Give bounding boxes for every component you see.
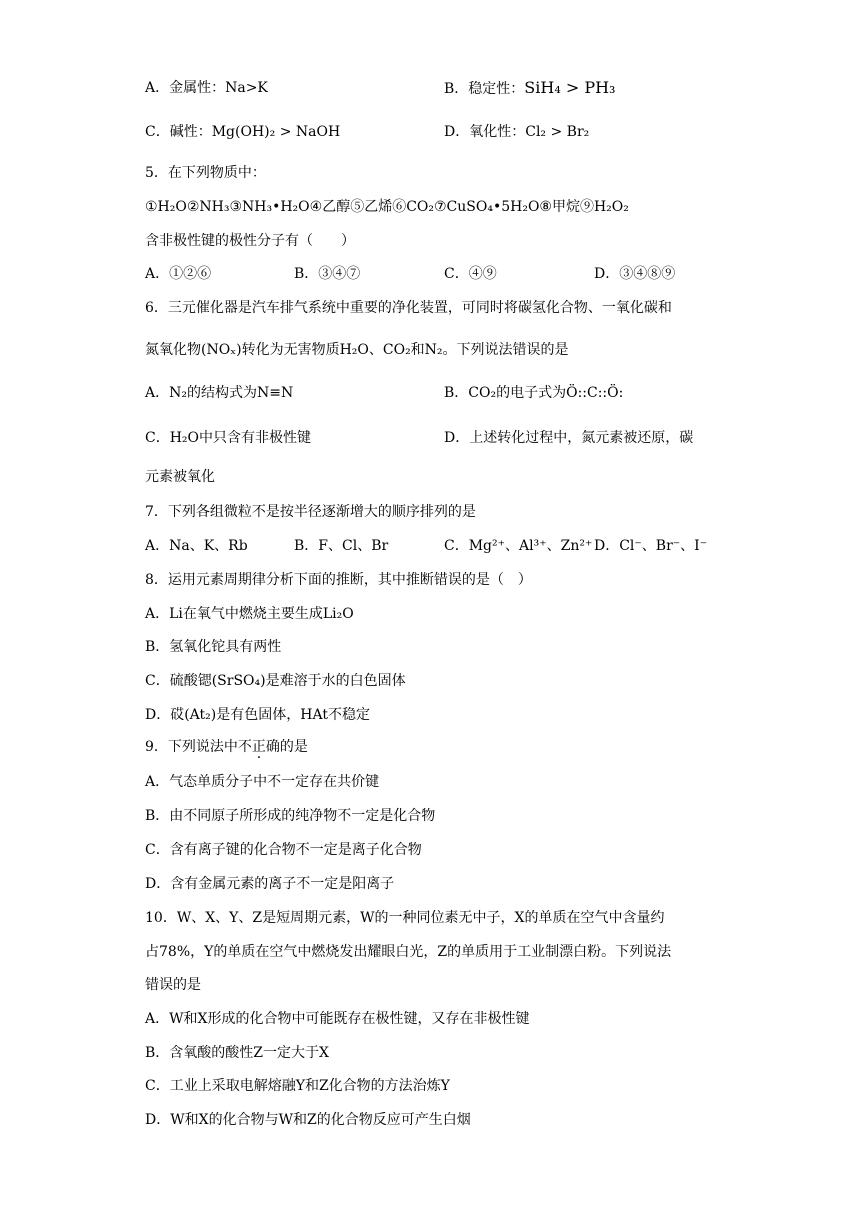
q5-stem: 5．在下列物质中： <box>145 165 266 181</box>
q4-option-b <box>444 78 615 99</box>
q9-stem-suffix: 的是 <box>279 739 308 755</box>
q8-option-b: B．氢氧化铊具有两性 <box>145 639 282 655</box>
q5-option-a: A．①②⑥ <box>145 266 212 282</box>
q10-option-a: A．W和X形成的化合物中可能既存在极性键，又存在非极性键 <box>145 1011 530 1027</box>
q10-stem-line2: 占78%，Y的单质在空气中燃烧发出耀眼白光，Z的单质用于工业制漂白粉。下列说法 <box>145 944 672 960</box>
q9-stem-prefix: 9．下列说法中 <box>145 739 238 755</box>
q10-stem-line1: 10．W、X、Y、Z是短周期元素，W的一种同位素无中子，X的单质在空气中含量约 <box>145 910 665 926</box>
q9-option-d: D．含有金属元素的离子不一定是阳离子 <box>145 876 395 892</box>
q5-option-b: B．③④⑦ <box>294 266 361 282</box>
q10-option-d: D．W和X的化合物与W和Z的化合物反应可产生白烟 <box>145 1112 471 1128</box>
q4-option-d-formula: Cl₂ > Br₂ <box>525 124 590 140</box>
q5-substance-list: ①H₂O②NH₃③NH₃•H₂O④乙醇⑤乙烯⑥CO₂⑦CuSO₄•5H₂O⑧甲烷⑨H₂O₂ <box>145 199 629 215</box>
q8-option-a: A．Li在氧气中燃烧主要生成Li₂O <box>145 606 354 622</box>
q10-option-c: C．工业上采取电解熔融Y和Z化合物的方法治炼Y <box>145 1078 450 1094</box>
q4-option-c <box>145 122 340 142</box>
q4-option-a: A．金属性：Na>K <box>145 80 268 96</box>
q8-option-d: D．砹(At₂)是有色固体，HAt不稳定 <box>145 707 370 723</box>
q4-option-c-label: C．碱性： <box>145 124 212 140</box>
q7-stem: 7．下列各组微粒不是按半径逐渐增大的顺序排列的是 <box>145 504 476 520</box>
q4-option-b-label: B．稳定性： <box>444 81 525 97</box>
q6-option-a: A．N₂的结构式为N≡N <box>145 385 294 401</box>
q5-question: 含非极性键的极性分子有（ ） <box>145 233 355 249</box>
q7-option-c: C．Mg²⁺、Al³⁺、Zn²⁺ <box>444 538 593 554</box>
q9-stem <box>145 737 308 757</box>
q5-option-d: D．③④⑧⑨ <box>594 266 676 282</box>
q4-option-d-label: D．氧化性： <box>444 124 526 140</box>
q5-option-c: C．④⑨ <box>444 266 497 282</box>
q6-option-b: B．CO₂的电子式为Ö::C::Ö: <box>444 385 624 401</box>
q8-stem: 8．运用元素周期律分析下面的推断，其中推断错误的是（ ） <box>145 572 532 588</box>
q6-stem-line2: 氮氧化物(NOₓ)转化为无害物质H₂O、CO₂和N₂。下列说法错误的是 <box>145 342 569 358</box>
q7-option-d: D．Cl⁻、Br⁻、I⁻ <box>594 538 708 554</box>
q6-option-c: C．H₂O中只含有非极性键 <box>145 430 312 446</box>
q4-option-c-formula: Mg(OH)₂ > NaOH <box>211 124 341 140</box>
q9-option-b: B．由不同原子所形成的纯净物不一定是化合物 <box>145 808 436 824</box>
q4-option-b-formula: SiH₄ > PH₃ <box>524 78 616 97</box>
q9-option-a: A．气态单质分子中不一定存在共价键 <box>145 774 380 790</box>
q7-option-b: B．F、Cl、Br <box>294 538 389 554</box>
q9-option-c: C．含有离子键的化合物不一定是离子化合物 <box>145 842 422 858</box>
q6-option-d-line2: 元素被氧化 <box>145 469 215 485</box>
q10-option-b: B．含氧酸的酸性Z一定大于X <box>145 1045 329 1061</box>
q7-option-a: A．Na、K、Rb <box>145 538 248 554</box>
q6-option-d-line1: D．上述转化过程中，氮元素被还原，碳 <box>444 430 694 446</box>
q8-option-c: C．硫酸锶(SrSO₄)是难溶于水的白色固体 <box>145 673 406 689</box>
q6-stem-line1: 6．三元催化器是汽车排气系统中重要的净化装置，可同时将碳氢化合物、一氧化碳和 <box>145 300 672 316</box>
q4-option-d <box>444 122 589 142</box>
q9-stem-emphasis: 不正确 <box>237 739 280 755</box>
q10-stem-line3: 错误的是 <box>145 977 201 993</box>
